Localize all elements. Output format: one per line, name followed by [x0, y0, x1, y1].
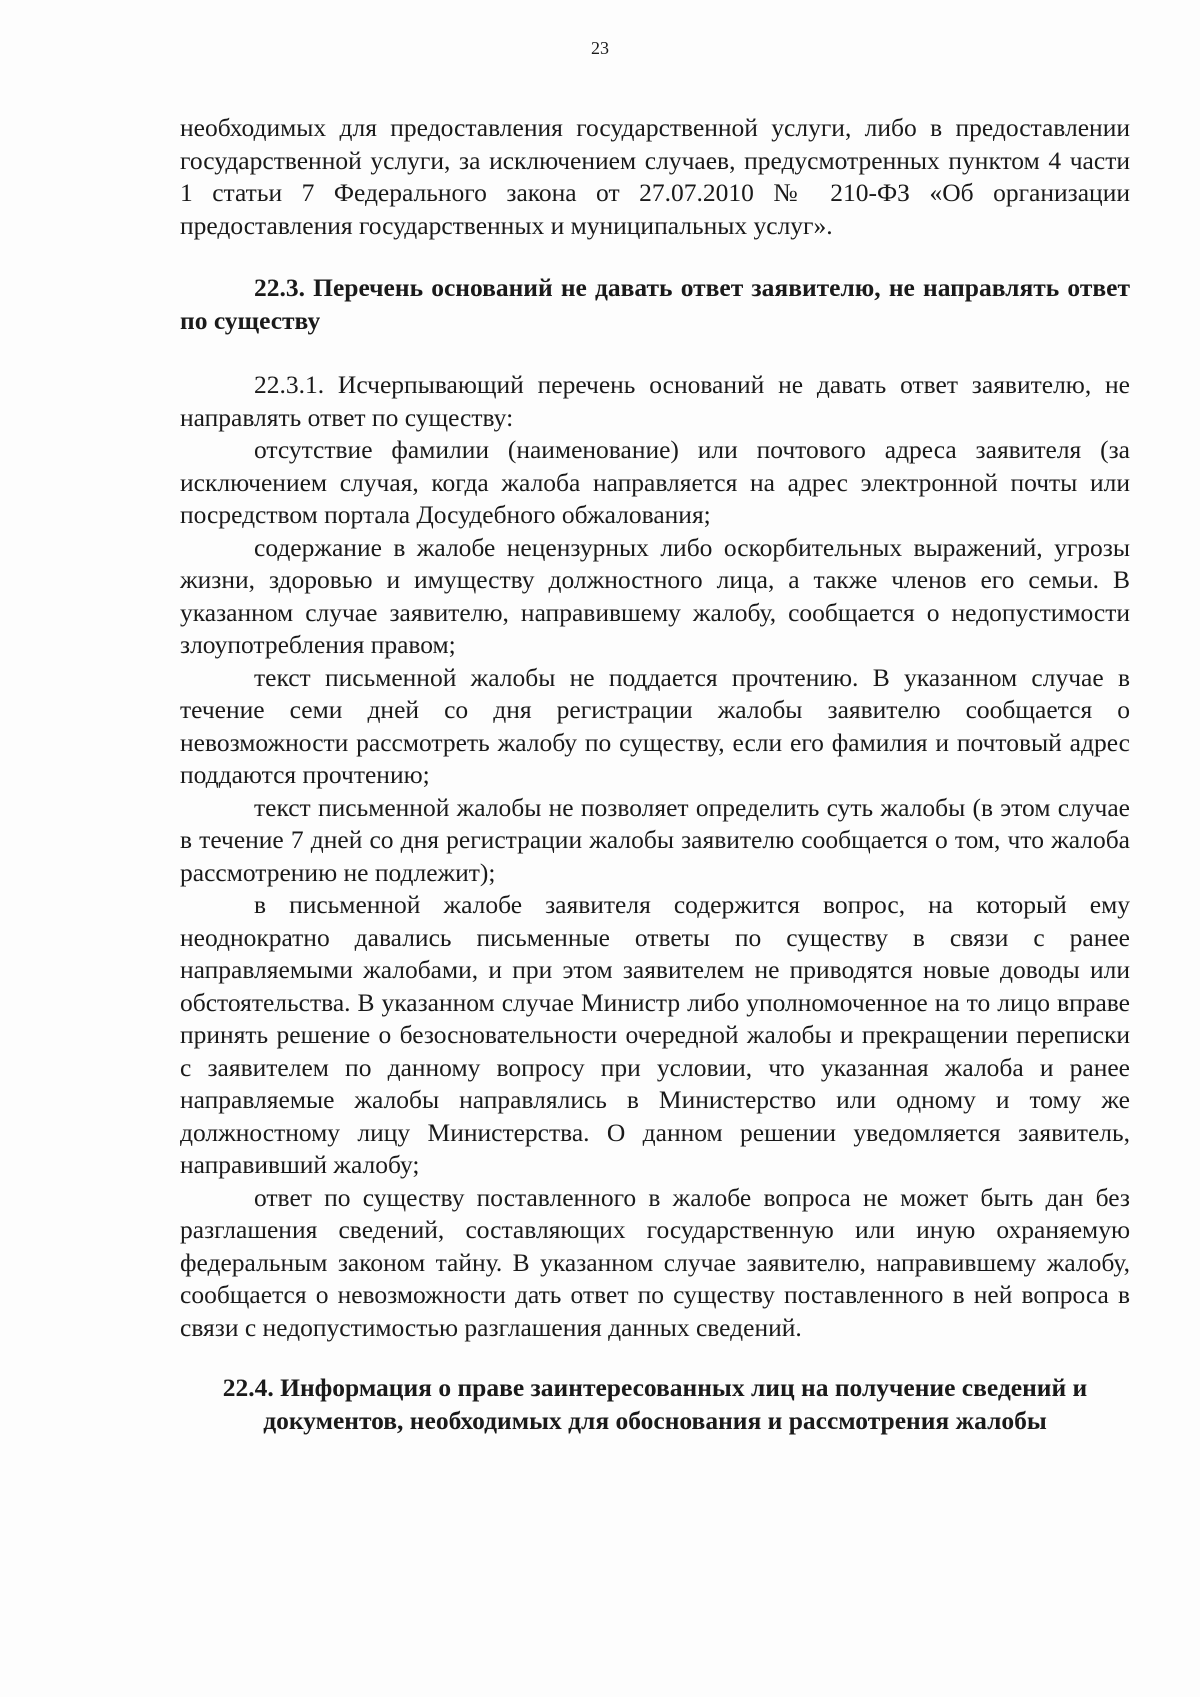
list-item-unclear-essence: текст письменной жалобы не позволяет определить суть жалобы (в этом случае в течение 7 дней со дня регистрации жалобы заявителю сообщается о том, что жалоба рассмотрению не подлежит);: [180, 792, 1130, 887]
list-item-unreadable-text: текст письменной жалобы не поддается прочтению. В указанном случае в течение семи дней со дня регистрации жалобы заявителю сообщается о невозможности рассмотреть жалобу по существу, если его фамилия и почтовый адрес поддаются прочтению;: [180, 662, 1130, 789]
paragraph-continuation: необходимых для предоставления государственной услуги, либо в предоставлении государственной услуги, за исключением случаев, предусмотренных пунктом 4 части 1 статьи 7 Федерального закона от 27.07.2010 № 210-ФЗ «Об организации предоставления государственных и муниципальных услуг».: [180, 113, 1130, 240]
page-number: 23: [591, 38, 609, 58]
section-heading-22-4: 22.4. Информация о праве заинтересованных лиц на получение сведений и документов, необходимых для обоснования и рассмотрения жалобы: [222, 1373, 1088, 1435]
paragraph-22-3-1: 22.3.1. Исчерпывающий перечень оснований не давать ответ заявителю, не направлять ответ по существу:: [180, 370, 1130, 432]
section-heading-22-3: 22.3. Перечень оснований не давать ответ заявителю, не направлять ответ по существу: [180, 273, 1130, 335]
list-item-missing-name-address: отсутствие фамилии (наименование) или почтового адреса заявителя (за исключением случая, когда жалоба направляется на адрес электронной почты или посредством портала Досудебного обжалования;: [180, 435, 1130, 529]
list-item-state-secret: ответ по существу поставленного в жалобе вопроса не может быть дан без разглашения сведений, составляющих государственную или иную охраняемую федеральным законом тайну. В указанном случае заявителю, направившему жалобу, сообщается о невозможности дать ответ по существу поставленного в ней вопроса в связи с недопустимостью разглашения данных сведений.: [180, 1182, 1130, 1342]
document-body: [180, 112, 1130, 1437]
list-item-obscene-language: содержание в жалобе нецензурных либо оскорбительных выражений, угрозы жизни, здоровью и имуществу должностного лица, а также членов его семьи. В указанном случае заявителю, направившему жалобу, сообщается о недопустимости злоупотребления правом;: [180, 532, 1130, 659]
list-item-repeated-question: в письменной жалобе заявителя содержится вопрос, на который ему неоднократно давались письменные ответы по существу в связи с ранее направляемыми жалобами, и при этом заявителем не приводятся новые доводы или обстоятельства. В указанном случае Министр либо уполномоченное на то лицо вправе принять решение о безосновательности очередной жалобы и прекращении переписки с заявителем по данному вопросу при условии, что указанная жалоба и ранее направляемые жалобы направлялись в Министерство или одному и тому же должностному лицу Министерства. О данном решении уведомляется заявитель, направивший жалобу;: [180, 890, 1130, 1179]
